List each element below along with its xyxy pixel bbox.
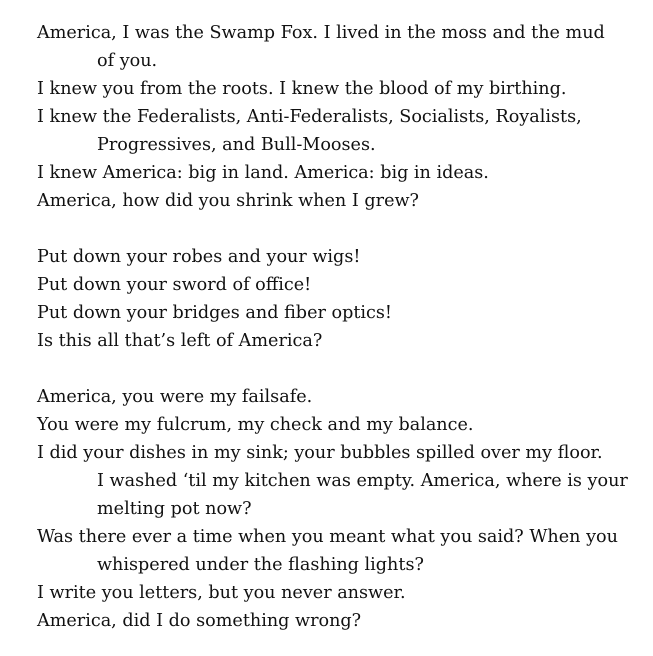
poem-line: Put down your bridges and fiber optics! bbox=[37, 303, 392, 323]
poem-line: Put down your sword of office! bbox=[37, 275, 312, 295]
poem-line: America, how did you shrink when I grew? bbox=[37, 191, 419, 211]
poem-line: You were my fulcrum, my check and my balance. bbox=[37, 415, 474, 435]
poem-line-continuation: melting pot now? bbox=[97, 499, 252, 519]
poem-line: America, I was the Swamp Fox. I lived in the moss and the mud bbox=[37, 23, 605, 43]
stanza-break bbox=[37, 355, 637, 383]
poem-line: I knew the Federalists, Anti-Federalists, Socialists, Royalists, bbox=[37, 107, 582, 127]
poem-line-continuation: Progressives, and Bull-Mooses. bbox=[97, 135, 376, 155]
poem-line: I knew America: big in land. America: big in ideas. bbox=[37, 163, 489, 183]
poem-text bbox=[37, 19, 637, 635]
stanza-break bbox=[37, 215, 637, 243]
poem-line: I write you letters, but you never answer. bbox=[37, 583, 406, 603]
poem-line: Is this all that’s left of America? bbox=[37, 331, 323, 351]
poem-line-continuation: I washed ‘til my kitchen was empty. America, where is your bbox=[97, 471, 628, 491]
poem-line-continuation: of you. bbox=[97, 51, 158, 71]
poem-line: America, you were my failsafe. bbox=[37, 387, 313, 407]
poem-line-continuation: whispered under the flashing lights? bbox=[97, 555, 424, 575]
poem-line: I knew you from the roots. I knew the blood of my birthing. bbox=[37, 79, 567, 99]
poem-line: Put down your robes and your wigs! bbox=[37, 247, 361, 267]
poem-line: America, did I do something wrong? bbox=[37, 611, 362, 631]
poem-line: Was there ever a time when you meant what you said? When you bbox=[37, 527, 618, 547]
poem-line: I did your dishes in my sink; your bubbles spilled over my floor. bbox=[37, 443, 603, 463]
stanza-3 bbox=[37, 383, 637, 635]
stanza-1 bbox=[37, 19, 637, 215]
stanza-2 bbox=[37, 243, 637, 355]
